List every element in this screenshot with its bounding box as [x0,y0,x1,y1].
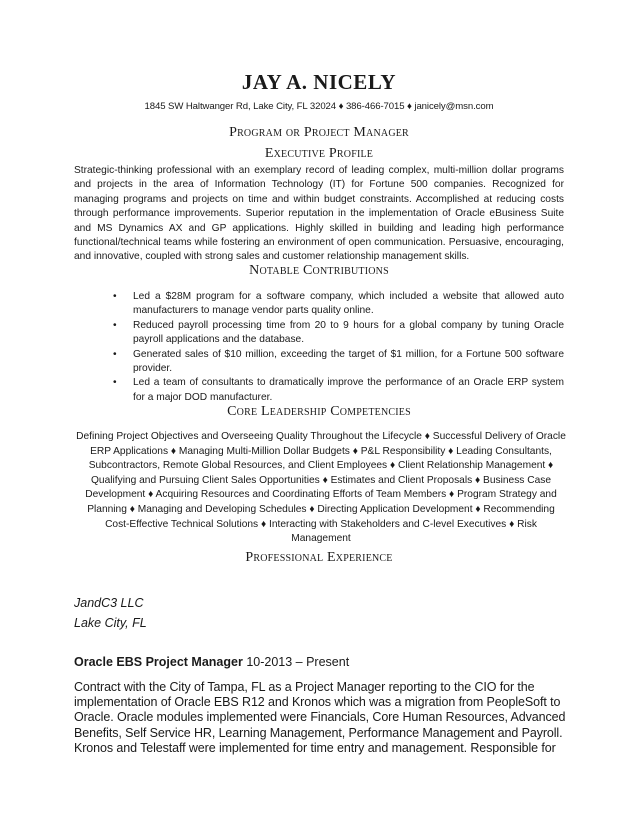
job-description: Contract with the City of Tampa, FL as a Project Manager reporting to the CIO for the implementation of Oracle EBS R12 and Kronos which was a migration from PeopleSoft to Oracle. Oracle modules implemented were Financials, Core Human Resources, Advanced Benefits, Self Service HR, Learning Management, Performance Management and Payroll. Kronos and Telestaff were implemented for time entry and management. Responsible for [74,680,566,755]
experience-heading: Professional Experience [245,550,393,565]
profile-heading: Executive Profile [264,146,374,161]
company-location: Lake City, FL [74,616,147,630]
list-item: • Generated sales of $10 million, exceeding the target of $1 million, for a Fortune 500 software provider. [113,348,564,375]
job-dates: 10-2013 – Present [246,655,350,669]
contributions-list [74,290,564,405]
contact-line: 1845 SW Haltwanger Rd, Lake City, FL 32024 ♦ 386-466-7015 ♦ janicely@msn.com [144,101,494,112]
competencies-text: Defining Project Objectives and Overseeing Quality Throughout the Lifecycle ♦ Successful Delivery of Oracle ERP Applications ♦ Managing Multi-Million Dollar Budgets ♦ P&L Responsibility ♦ Leading Consultants, Subcontractors, Remote Global Resources, and Client Employees ♦ Client Relationship Management ♦ Qualifying and Pursuing Client Sales Opportunities ♦ Estimates and Client Proposals ♦ Business Case Development ♦ Acquiring Resources and Coordinating Efforts of Team Members ♦ Program Strategy and Planning ♦ Managing and Developing Schedules ♦ Directing Application Development ♦ Recommending Cost-Effective Technical Solutions ♦ Interacting with Stakeholders and C-level Executives ♦ Risk Management [76,431,566,545]
contributions-heading: Notable Contributions [249,263,389,278]
bullet-icon: • [113,291,117,302]
bullet-icon: • [113,348,117,360]
candidate-name: JAY A. NICELY [241,70,397,94]
list-item: • Reduced payroll processing time from 20 to 9 hours for a global company by tuning Oracle payroll applications and the database. [113,319,564,346]
profile-text: Strategic-thinking professional with an exemplary record of leading complex, multi-million dollar programs and projects in the area of Information Technology (IT) for Fortune 500 companies. Recognized for managing programs and projects on time and within budget constraints. Accomplished at reducing costs through performance improvements. Superior reputation in the implementation of Oracle eBusiness Suite and MS Dynamics AX and GP applications. Highly skilled in building and leading high performance functional/technical teams while fostering an environment of open communication. Persuasive, encouraging, and innovative, coupled with strong sales and customer relationship management skills. [74,165,564,263]
job-title: Oracle EBS Project Manager [74,655,243,669]
competencies-heading: Core Leadership Competencies [227,404,411,419]
bullet-icon: • [113,319,117,331]
target-title: Program or Project Manager [229,125,409,140]
bullet-icon: • [113,377,117,389]
job-heading [74,655,349,669]
company-name: JandC3 LLC [74,596,144,610]
list-item: • Led a team of consultants to dramatically improve the performance of an Oracle ERP system for a major DOD manufacturer. [113,377,564,403]
list-item: • Led a $28M program for a software company, which included a website that allowed auto manufacturers to manage vendor parts quality online. [113,291,564,317]
